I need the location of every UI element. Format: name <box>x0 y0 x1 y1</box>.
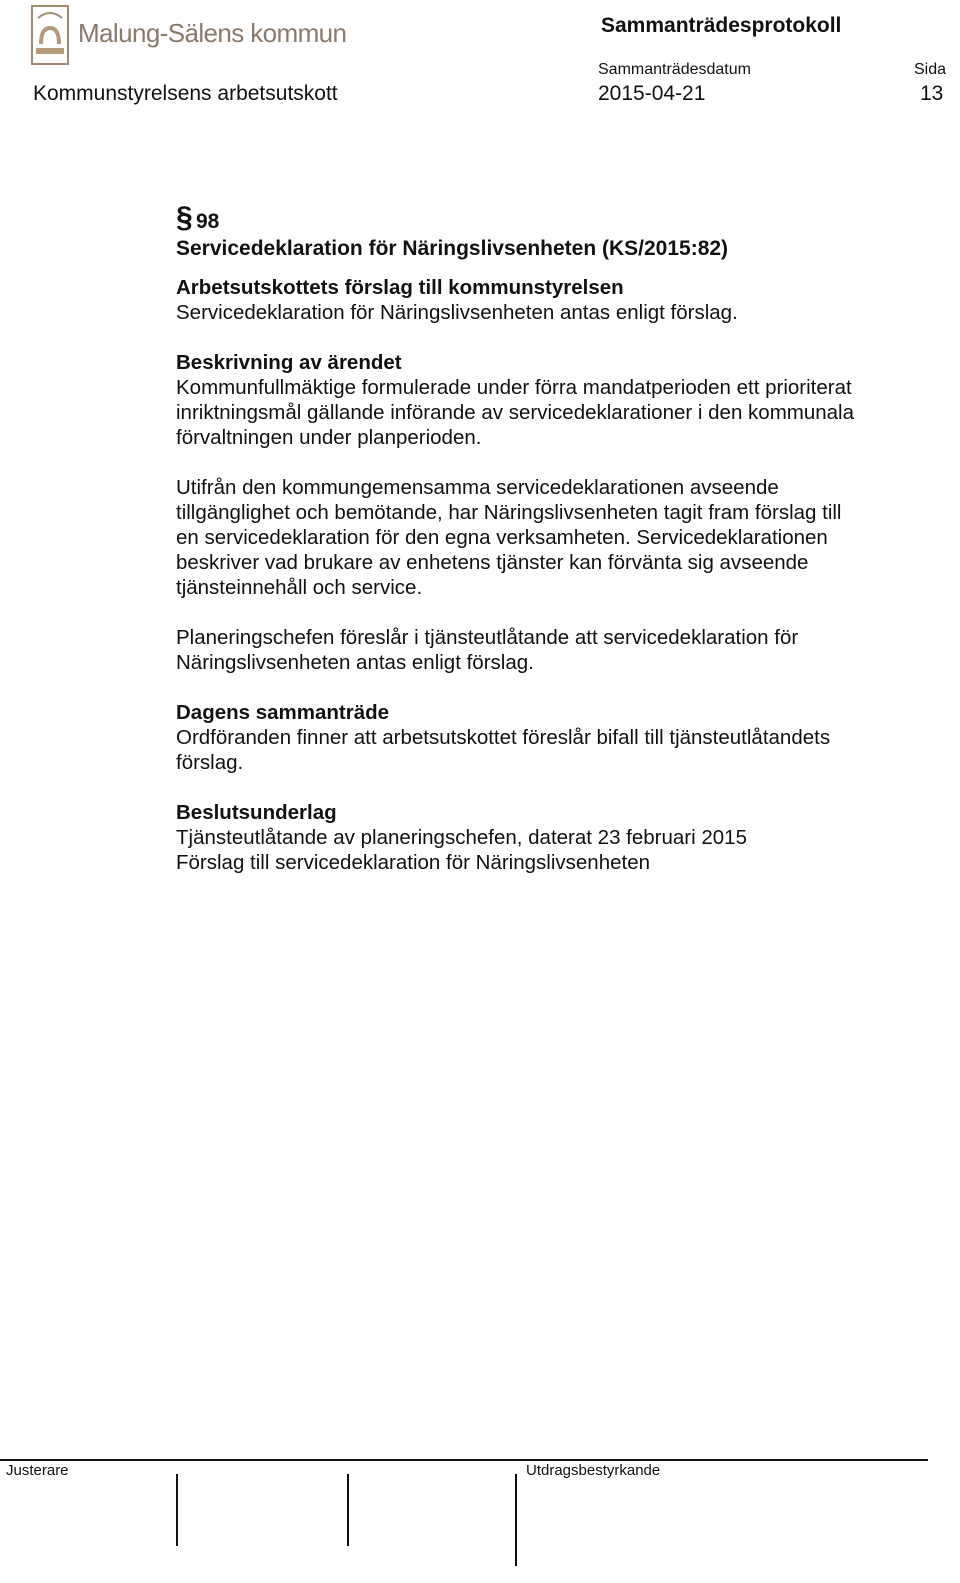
date-label: Sammanträdesdatum <box>598 61 751 78</box>
block-proposal <box>176 275 916 325</box>
text-line: Ordföranden finner att arbetsutskottet föreslår bifall till tjänsteutlåtandets <box>176 726 831 749</box>
page-label: Sida <box>914 61 947 78</box>
text-line: tjänsteinnehåll och service. <box>176 576 423 599</box>
block-heading: Dagens sammanträde <box>176 701 390 724</box>
protocol-section <box>176 201 916 875</box>
footer-divider <box>0 1459 928 1461</box>
text-line: förslag. <box>176 751 244 774</box>
block-basis <box>176 800 916 875</box>
document-type: Sammanträdesprotokoll <box>601 14 842 37</box>
block-recommendation <box>176 625 916 675</box>
meeting-date: 2015-04-21 <box>598 82 706 105</box>
municipality-logo <box>30 4 347 66</box>
text-line: Tjänsteutlåtande av planeringschefen, daterat 23 februari 2015 <box>176 826 747 849</box>
page-number: 13 <box>920 82 944 105</box>
block-description <box>176 350 916 450</box>
text-line: Servicedeklaration för Näringslivsenheten antas enligt förslag. <box>176 301 738 324</box>
text-line: Planeringschefen föreslår i tjänsteutlåtande att servicedeklaration för <box>176 626 799 649</box>
text-line: Förslag till servicedeklaration för Näringslivsenheten <box>176 851 650 874</box>
paragraph-symbol: § <box>176 201 193 234</box>
text-line: inriktningsmål gällande införande av servicedeklarationer i den kommunala <box>176 401 855 424</box>
text-line: Näringslivsenheten antas enligt förslag. <box>176 651 534 674</box>
paragraph-number: 98 <box>196 210 220 233</box>
justerare-label: Justerare <box>6 1462 69 1479</box>
block-meeting <box>176 700 916 775</box>
block-heading: Beskrivning av ärendet <box>176 351 402 374</box>
section-title: Servicedeklaration för Näringslivsenheten (KS/2015:82) <box>176 237 729 260</box>
text-line: en servicedeklaration för den egna verksamheten. Servicedeklarationen <box>176 526 828 549</box>
block-heading: Beslutsunderlag <box>176 801 337 824</box>
signature-line <box>176 1474 178 1546</box>
committee-name: Kommunstyrelsens arbetsutskott <box>33 82 338 105</box>
signature-line <box>515 1474 517 1566</box>
logo-text: Malung-Sälens kommun <box>78 18 347 48</box>
coat-of-arms-icon <box>30 4 70 66</box>
text-line: Utifrån den kommungemensamma servicedeklarationen avseende <box>176 476 779 499</box>
text-line: beskriver vad brukare av enhetens tjänster kan förvänta sig avseende <box>176 551 809 574</box>
block-heading: Arbetsutskottets förslag till kommunstyrelsen <box>176 276 624 299</box>
utdragsbestyrkande-label: Utdragsbestyrkande <box>526 1462 661 1479</box>
text-line: Kommunfullmäktige formulerade under förra mandatperioden ett prioriterat <box>176 376 852 399</box>
block-background <box>176 475 916 600</box>
text-line: förvaltningen under planperioden. <box>176 426 482 449</box>
signature-line <box>347 1474 349 1546</box>
text-line: tillgänglighet och bemötande, har Näringslivsenheten tagit fram förslag till <box>176 501 842 524</box>
